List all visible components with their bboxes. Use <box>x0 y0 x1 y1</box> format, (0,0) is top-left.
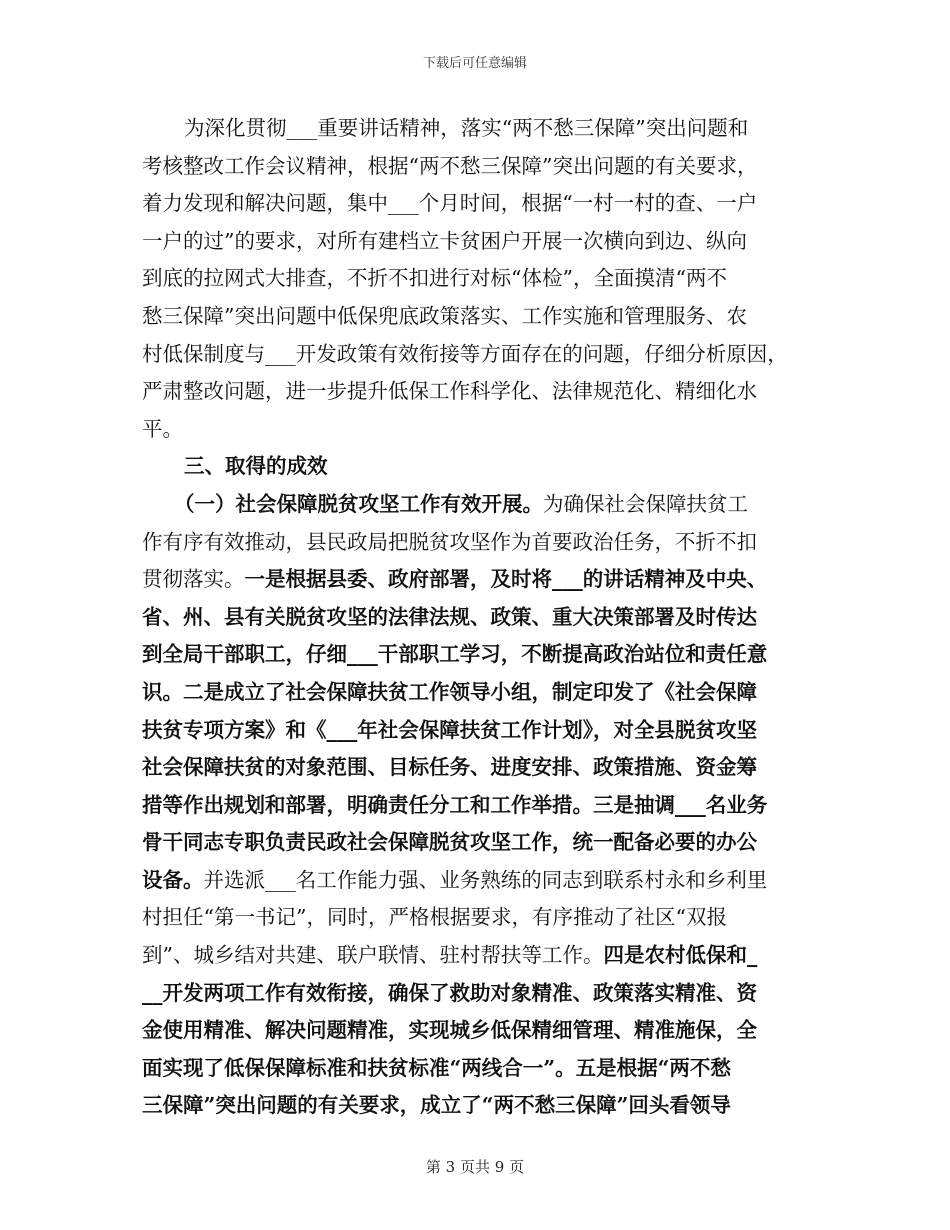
bold-text-run: 省、州、县有关脱贫攻坚的法律法规、政策、重大决策部署及时传达 <box>142 604 757 629</box>
text-run: 考核整改工作会议精神，根据“两不愁三保障”突出问题的有关要求， <box>142 153 758 178</box>
text-line <box>142 260 808 298</box>
text-run: 愁三保障”突出问题中低保兜底政策落实、工作实施和管理服务、农 <box>142 303 747 328</box>
text-line <box>142 1087 808 1125</box>
text-line <box>142 185 808 223</box>
bold-text-run: __开发两项工作有效衔接，确保了救助对象精准、政策落实精准、资 <box>142 980 757 1005</box>
text-line <box>142 899 808 937</box>
text-line <box>142 599 808 637</box>
text-run: 平。 <box>142 416 183 441</box>
text-line <box>142 824 808 862</box>
bold-text-run: （一）社会保障脱贫攻坚工作有效开展。 <box>174 491 543 516</box>
page-header: 下载后可任意编辑 <box>422 56 527 71</box>
text-line <box>142 336 808 374</box>
bold-text-run: 四是农村低保和_ <box>603 943 758 968</box>
text-line <box>142 787 808 825</box>
text-run: 为确保社会保障扶贫工 <box>543 491 748 516</box>
text-run: 到”、城乡结对共建、联户联情、驻村帮扶等工作。 <box>142 943 604 968</box>
text-line <box>142 1050 808 1088</box>
text-line <box>142 712 808 750</box>
text-line <box>142 561 808 599</box>
text-run: 并选派___名工作能力强、业务熟练的同志到联系村永和乡利里 <box>203 867 768 892</box>
bold-text-run: 三保障”突出问题的有关要求，成立了“两不愁三保障”回头看领导 <box>142 1093 731 1118</box>
bold-text-run: 措等作出规划和部署，明确责任分工和工作举措。三是抽调___名业务 <box>142 792 768 817</box>
document-body <box>142 110 808 1125</box>
bold-text-run: 社会保障扶贫的对象范围、目标任务、进度安排、政策措施、资金筹 <box>142 755 757 780</box>
text-run: 为深化贯彻___重要讲话精神，落实“两不愁三保障”突出问题和 <box>184 116 749 140</box>
text-line <box>142 110 808 148</box>
bold-text-run: 面实现了低保保障标准和扶贫标准“两线合一”。五是根据“两不愁 <box>142 1055 731 1080</box>
bold-text-run: 一是根据县委、政府部署，及时将___的讲话精神及中央、 <box>244 567 768 592</box>
bold-text-run: 金使用精准、解决问题精准，实现城乡低保精细管理、精准施保，全 <box>142 1018 757 1043</box>
text-run: 村低保制度与___开发政策有效衔接等方面存在的问题，仔细分析原因， <box>142 341 788 366</box>
text-run: 贯彻落实。 <box>142 567 245 592</box>
text-line <box>142 148 808 186</box>
text-run: 着力发现和解决问题，集中___个月时间，根据“一村一村的查、一户 <box>142 191 758 216</box>
text-run: 到底的拉网式大排查，不折不扣进行对标“体检”，全面摸清“两不 <box>142 266 727 291</box>
text-line <box>142 524 808 562</box>
bold-text-run: 设备。 <box>142 867 204 892</box>
text-run: 作有序有效推动，县民政局把脱贫攻坚作为首要政治任务，不折不扣 <box>142 529 757 554</box>
section-heading <box>142 448 808 486</box>
text-line <box>142 674 808 712</box>
text-line <box>142 411 808 449</box>
text-run: 一户的过”的要求，对所有建档立卡贫困户开展一次横向到边、纵向 <box>142 228 747 253</box>
text-line <box>142 975 808 1013</box>
text-run: 村担任“第一书记”，同时，严格根据要求，有序推动了社区“双报 <box>142 905 727 930</box>
page-footer: 第 3 页共 9 页 <box>425 1158 525 1176</box>
text-line <box>142 298 808 336</box>
bold-text-run: 扶贫专项方案》和《___年社会保障扶贫工作计划》，对全县脱贫攻坚 <box>142 717 757 742</box>
bold-text-run: 三、取得的成效 <box>184 454 328 479</box>
text-line <box>142 636 808 674</box>
text-run: 严肃整改问题，进一步提升低保工作科学化、法律规范化、精细化水 <box>142 379 757 404</box>
text-line <box>142 373 808 411</box>
bold-text-run: 到全局干部职工，仔细___干部职工学习，不断提高政治站位和责任意 <box>142 642 768 667</box>
bold-text-run: 识。二是成立了社会保障扶贫工作领导小组，制定印发了《社会保障 <box>142 679 757 704</box>
text-line <box>142 1012 808 1050</box>
text-line <box>142 862 808 900</box>
text-line <box>142 223 808 261</box>
text-line <box>142 486 808 524</box>
text-line <box>142 937 808 975</box>
text-line <box>142 749 808 787</box>
bold-text-run: 骨干同志专职负责民政社会保障脱贫攻坚工作，统一配备必要的办公 <box>142 830 757 855</box>
